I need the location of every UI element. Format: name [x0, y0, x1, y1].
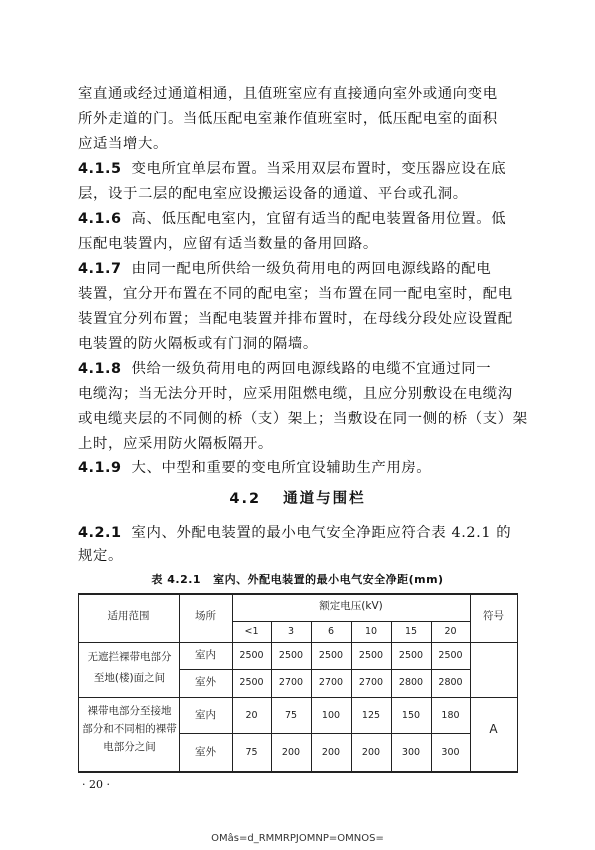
group-label: 电部分之间 [103, 741, 156, 753]
table-rule [78, 771, 518, 773]
table-cell: 75 [284, 710, 298, 721]
group-label: 无遮拦裸带电部分 [87, 651, 172, 663]
section-number: 4.2 [229, 491, 262, 507]
clause-text: 压配电装置内，应留有适当数量的备用回路。 [78, 236, 378, 252]
clause-text: 高、低压配电室内，宜留有适当的配电装置备用位置。低 [131, 211, 507, 227]
table-cell: 2700 [278, 677, 304, 688]
table-rule [179, 669, 470, 670]
page-number: · 20 · [82, 778, 110, 791]
clause-text: 层，设于二层的配电室应设搬运设备的通道、平台或孔洞。 [78, 186, 468, 202]
body-line: 所外走道的门。当低压配电室兼作值班室时，低压配电室的面积 [78, 111, 498, 127]
safety-clearance-table [78, 593, 518, 772]
table-cell: 180 [441, 710, 460, 721]
clause-4-1-7 [78, 260, 491, 278]
table-cell: 300 [441, 747, 460, 758]
place-cell: 室内 [195, 709, 216, 721]
place-cell: 室外 [195, 676, 216, 688]
clause-text: 供给一级负荷用电的两回电源线路的电缆不宜通过同一 [131, 361, 492, 377]
clause-text: 装置宜分列布置；当配电装置并排布置时，在母线分段处应设置配 [78, 311, 513, 327]
clause-text: 规定。 [78, 548, 123, 564]
clause-4-1-8 [78, 360, 491, 378]
group-label: 至地(楼)面之间 [93, 672, 166, 684]
table-cell: 2500 [278, 650, 304, 661]
clause-4-1-9 [78, 459, 431, 477]
place-cell: 室外 [195, 746, 216, 758]
table-cell: 200 [321, 747, 341, 758]
table-cell: 75 [245, 747, 258, 758]
voltage-level: 20 [444, 626, 457, 637]
table-cell: 2500 [239, 677, 264, 688]
table-rule [78, 697, 518, 698]
body-line: 室直通或经过通道相通，且值班室应有直接通向室外或通向变电 [78, 86, 498, 102]
clause-text: 变电所宜单层布置。当采用双层布置时，变压器应设在底 [131, 161, 507, 177]
table-cell: 125 [361, 710, 381, 721]
clause-number: 4.1.5 [78, 161, 122, 177]
table-rule [179, 733, 470, 734]
group-label: 部分和不同相的裸带 [82, 723, 177, 735]
table-cell: 200 [361, 747, 381, 758]
clause-text: 或电缆夹层的不同侧的桥（支）架上；当敷设在同一侧的桥（支）架 [78, 411, 528, 427]
table-cell: 2500 [438, 650, 463, 661]
voltage-level: 10 [364, 626, 378, 637]
table-cell: 150 [401, 710, 421, 721]
group-label: 裸带电部分至接地 [87, 705, 172, 717]
clause-text: 室内、外配电装置的最小电气安全净距应符合表 4.2.1 的 [131, 525, 512, 541]
clause-4-2-1 [78, 524, 511, 542]
header-place: 场所 [195, 610, 216, 622]
clause-number: 4.1.8 [78, 361, 122, 377]
table-cell: 200 [281, 747, 301, 758]
clause-text: 大、中型和重要的变电所宜设辅助生产用房。 [131, 460, 432, 476]
header-rated-voltage: 额定电压(kV) [319, 600, 383, 612]
table-cell: 2700 [358, 677, 384, 688]
table-rule [517, 593, 518, 772]
voltage-level: 15 [404, 626, 418, 637]
section-heading [0, 487, 595, 508]
table-cell: 2500 [358, 650, 384, 661]
clause-text: 电装置的防火隔板或有门洞的隔墙。 [78, 336, 318, 352]
table-caption [0, 571, 595, 587]
voltage-level: <1 [244, 626, 259, 637]
header-symbol: 符号 [483, 610, 504, 622]
table-cell: 2500 [318, 650, 344, 661]
table-cell: 2800 [438, 677, 463, 688]
clause-number: 4.1.7 [78, 261, 122, 277]
symbol-cell: A [489, 722, 498, 736]
clause-4-1-6 [78, 210, 506, 228]
clause-text: 上时，应采用防火隔板隔开。 [78, 436, 273, 452]
table-cell: 2800 [398, 677, 424, 688]
table-rule [78, 642, 518, 643]
clause-text: 由同一配电所供给一级负荷用电的两回电源线路的配电 [131, 261, 492, 277]
clause-number: 4.1.6 [78, 211, 122, 227]
table-cell: 2700 [318, 677, 344, 688]
clause-number: 4.2.1 [78, 525, 122, 541]
clause-4-1-5 [78, 160, 506, 178]
table-cell: 300 [401, 747, 421, 758]
table-cell: 20 [245, 710, 258, 721]
table-cell: 2500 [239, 650, 264, 661]
table-cell: 2500 [398, 650, 424, 661]
table-number: 表 4.2.1 [151, 573, 202, 586]
table-rule [78, 593, 518, 595]
clause-number: 4.1.9 [78, 460, 122, 476]
voltage-level: 6 [327, 626, 335, 637]
place-cell: 室内 [195, 649, 216, 661]
section-title: 通道与围栏 [283, 491, 366, 507]
footer-code: OMâs=d_RMMRPJOMNP=OMNOS= [211, 833, 384, 844]
table-title: 室内、外配电装置的最小电气安全净距(mm) [213, 573, 444, 586]
voltage-level: 3 [287, 626, 295, 637]
body-line: 应适当增大。 [78, 136, 168, 152]
header-item: 适用范围 [107, 610, 150, 622]
clause-text: 装置，宜分开布置在不同的配电室；当布置在同一配电室时，配电 [78, 286, 513, 302]
clause-text: 电缆沟；当无法分开时，应采用阻燃电缆，且应分别敷设在电缆沟 [78, 386, 513, 402]
table-cell: 100 [321, 710, 341, 721]
